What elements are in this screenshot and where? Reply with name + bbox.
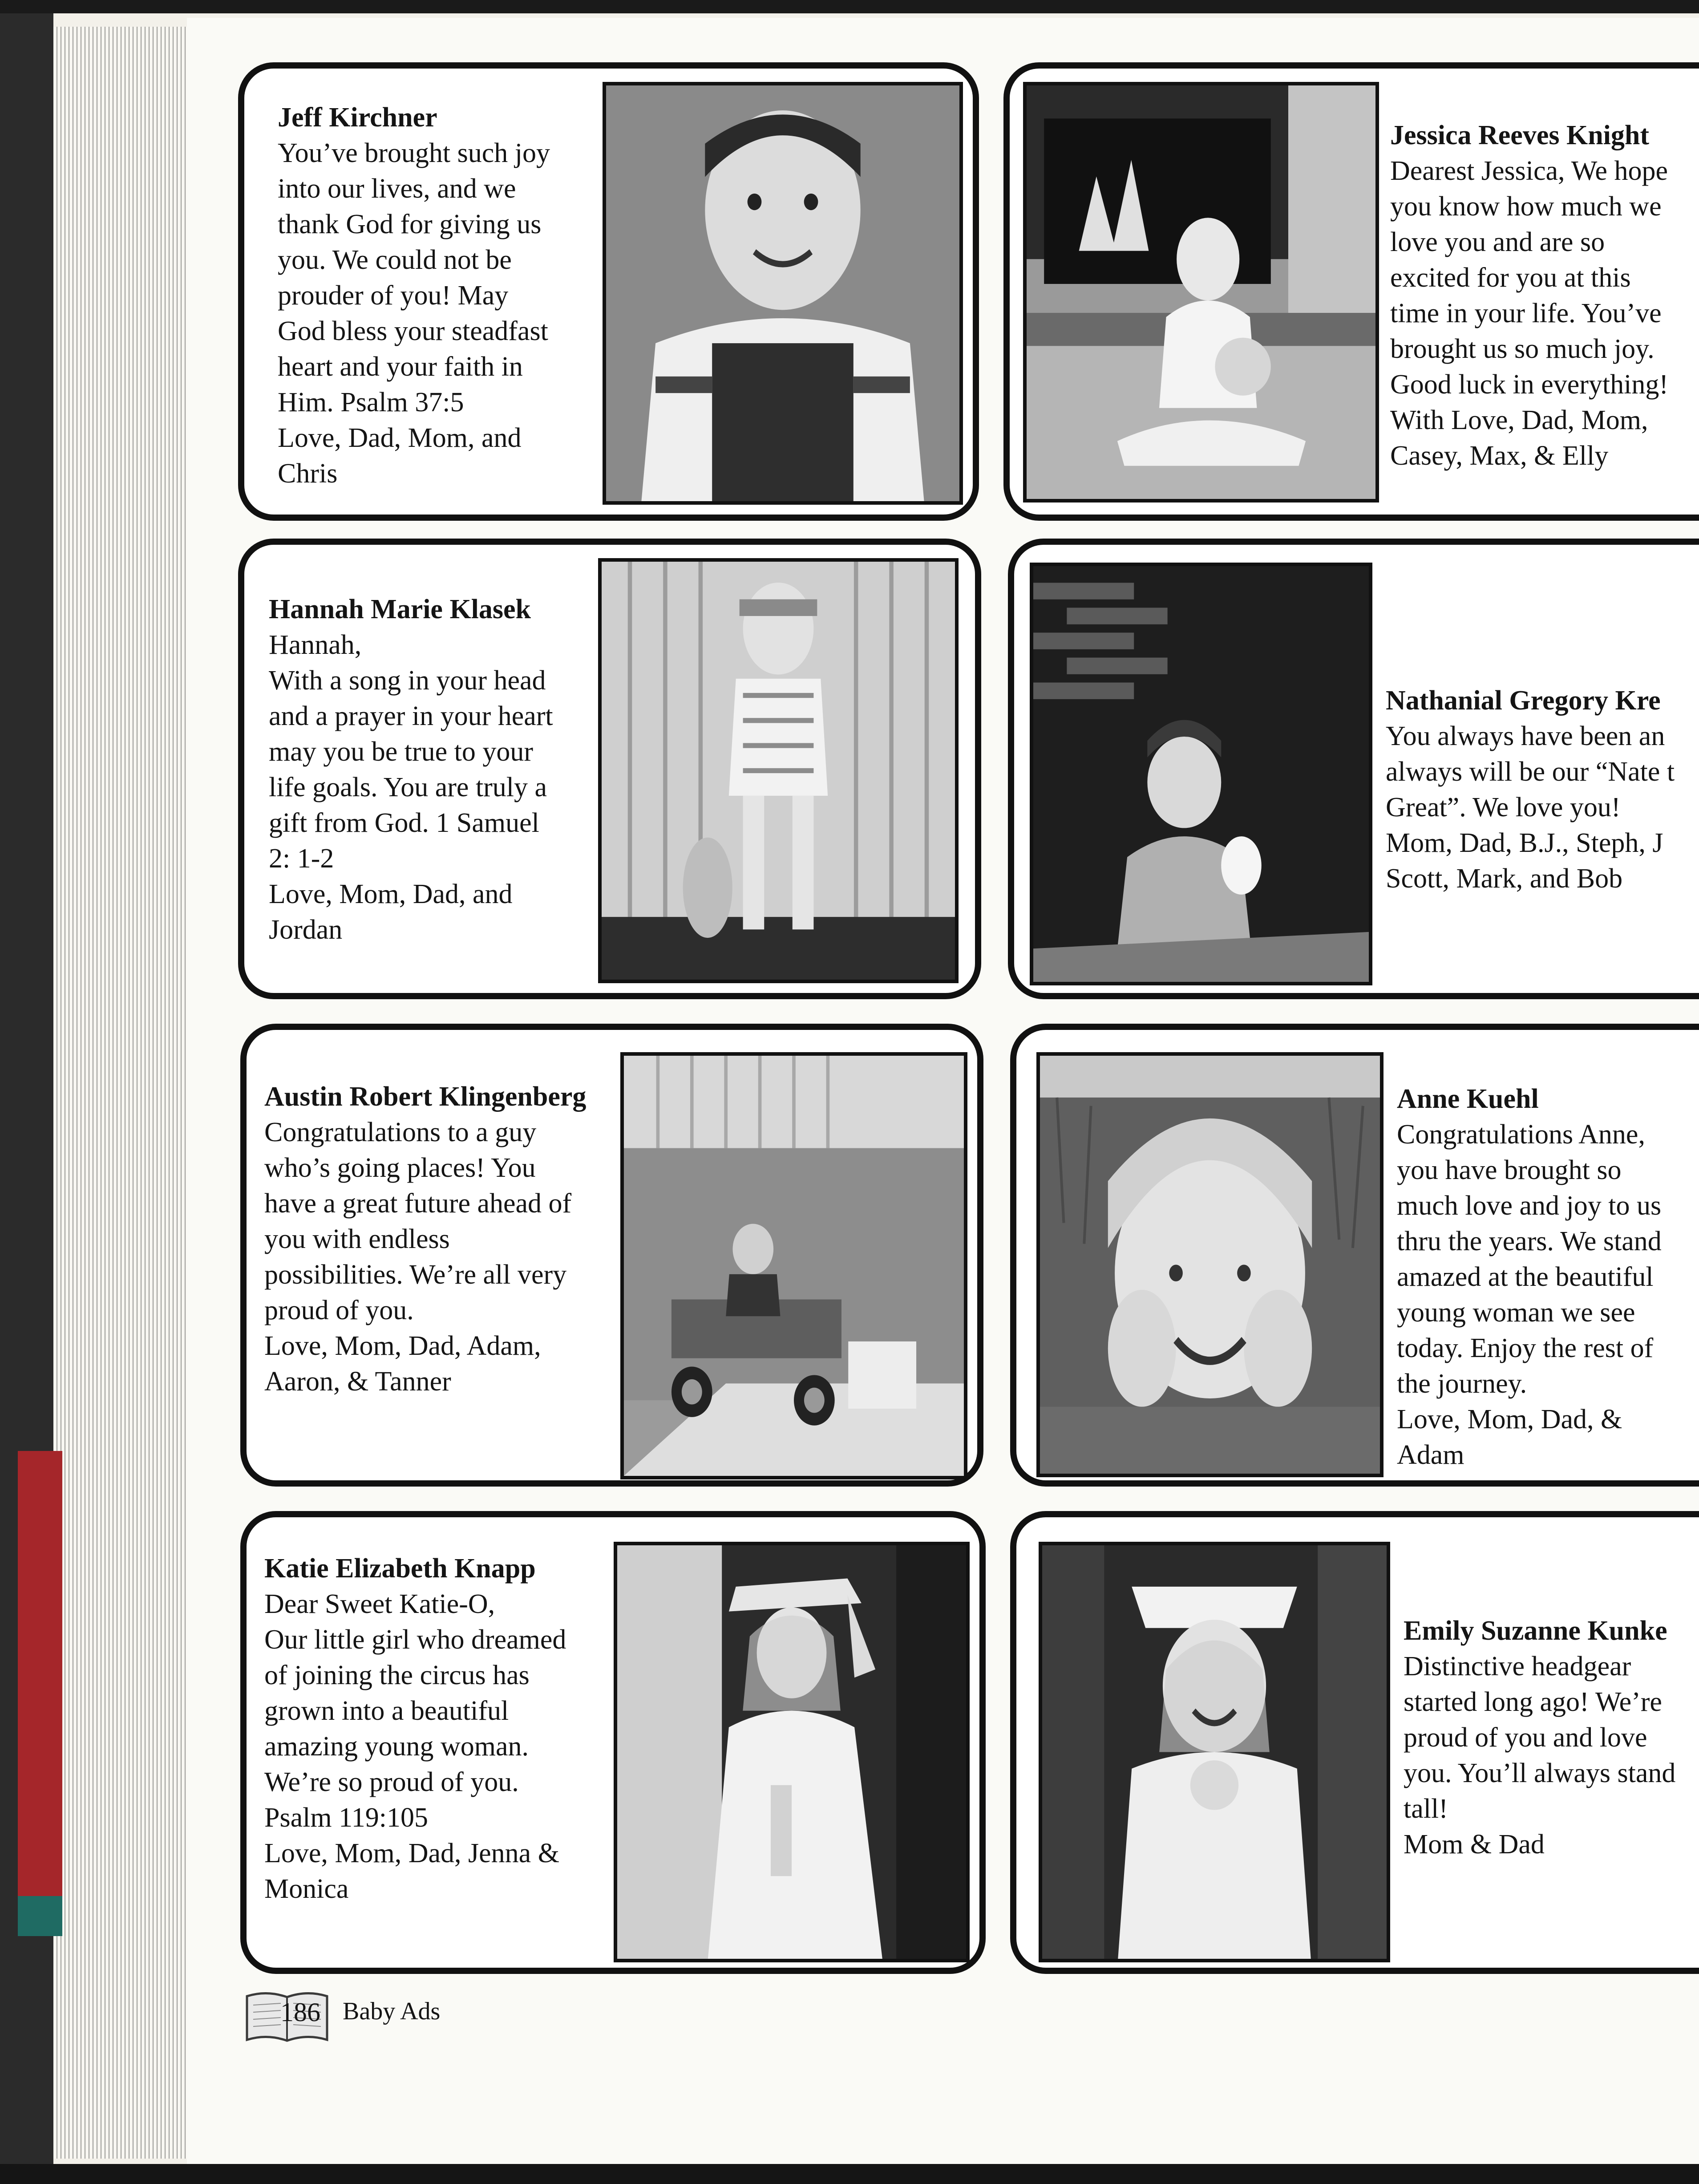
ad-nathanial-gregory [1008,539,1699,999]
ad-line: proud of you and love [1404,1722,1647,1753]
ad-name: Austin Robert Klingenberg [264,1082,587,1112]
ad-text [278,100,550,491]
photo-boy-overalls [603,82,963,505]
ad-text [1390,118,1668,474]
ad-line: amazed at the beautiful [1397,1262,1654,1292]
ad-line: brought us so much joy. [1390,334,1655,364]
ad-hannah-marie-klasek [238,539,981,999]
ad-text [269,592,553,948]
ad-line: you with endless [264,1224,450,1254]
ad-line: Congratulations Anne, [1397,1119,1645,1150]
ad-line: you have brought so [1397,1155,1622,1185]
ad-line: Psalm 119:105 [264,1803,429,1833]
ad-austin-robert-klingenberg [240,1024,983,1487]
ad-line: and a prayer in your heart [269,701,553,731]
photo-girl-grass [1036,1052,1383,1477]
photo-girl-curtains [598,558,959,983]
ad-line: into our lives, and we [278,174,516,204]
ad-line: God bless your steadfast [278,316,548,346]
ad-line: We’re so proud of you. [264,1767,519,1797]
ad-line: Hannah, [269,630,362,660]
ad-line: Great”. We love you! [1386,792,1621,823]
ad-line: Adam [1397,1440,1464,1470]
ad-name: Jeff Kirchner [278,102,437,133]
ad-line: possibilities. We’re all very [264,1260,567,1290]
ad-line: Scott, Mark, and Bob [1386,863,1623,894]
ad-line: life goals. You are truly a [269,772,547,802]
ad-line: Congratulations to a guy [264,1117,537,1147]
ad-line: much love and joy to us [1397,1191,1662,1221]
photo-toddler-bowl-hat [1039,1542,1390,1962]
ad-line: time in your life. You’ve [1390,298,1662,328]
page-edge-stack [53,27,187,2159]
ad-line: You always have been an [1386,721,1665,751]
ad-line: grown into a beautiful [264,1696,509,1726]
ad-name: Nathanial Gregory Kre [1386,685,1661,716]
ad-name: Jessica Reeves Knight [1390,120,1650,150]
ad-line: have a great future ahead of [264,1188,572,1219]
ad-line: Dear Sweet Katie-O, [264,1589,495,1619]
ad-line: young woman we see [1397,1297,1635,1328]
ad-line: excited for you at this [1390,263,1631,293]
ad-jeff-kirchner [238,62,979,521]
ad-line: today. Enjoy the rest of [1397,1333,1654,1363]
page-number: 186 [280,1998,320,2027]
ad-line: With Love, Dad, Mom, [1390,405,1648,435]
ad-line: who’s going places! You [264,1153,536,1183]
ad-name: Emily Suzanne Kunke [1404,1616,1667,1646]
ad-line: of joining the circus has [264,1660,530,1690]
ad-line: Love, Mom, Dad, Adam, [264,1331,541,1361]
ad-emily-suzanne [1010,1511,1699,1974]
ad-line: Distinctive headgear [1404,1651,1631,1682]
edge-red-tab [18,1451,62,1896]
ad-line: You’ve brought such joy [278,138,550,168]
ad-line: Aaron, & Tanner [264,1366,451,1397]
ad-line: gift from God. 1 Samuel [269,808,539,838]
ad-line: the journey. [1397,1369,1527,1399]
ad-katie-elizabeth-knapp [240,1511,986,1974]
ad-line: you. You’ll always stand [1404,1758,1676,1788]
section-title: Baby Ads [343,1998,441,2025]
ad-jessica-reeves-knight [1003,62,1699,521]
ad-line: prouder of you! May [278,280,509,311]
ad-line: With a song in your head [269,665,546,696]
ad-line: proud of you. [264,1295,414,1325]
ad-line: Casey, Max, & Elly [1390,441,1609,471]
photo-boy-wagon [620,1052,967,1479]
ad-line: heart and your faith in [278,352,523,382]
ad-line: Mom & Dad [1404,1829,1545,1860]
photo-girl-fireplace [1023,82,1379,502]
page-footer [243,1987,554,2045]
ad-line: you know how much we [1390,191,1662,222]
ad-line: Jordan [269,915,343,945]
ad-line: Love, Mom, Dad, and [269,879,513,909]
ad-line: Monica [264,1874,349,1904]
ad-line: Love, Dad, Mom, and [278,423,522,453]
photo-girl-graduation-gown [614,1542,970,1962]
ad-line: tall! [1404,1794,1448,1824]
ad-line: Him. Psalm 37:5 [278,387,464,417]
ad-text [1404,1613,1675,1862]
ad-line: Our little girl who dreamed [264,1625,566,1655]
ad-line: Dearest Jessica, We hope [1390,156,1668,186]
edge-teal-tab [18,1896,62,1936]
ad-line: thru the years. We stand [1397,1226,1662,1256]
ad-line: you. We could not be [278,245,512,275]
ad-text [264,1079,586,1399]
ad-line: Good luck in everything! [1390,369,1669,400]
scan-border-bottom [0,2164,1699,2184]
ad-line: 2: 1-2 [269,843,334,874]
ad-line: love you and are so [1390,227,1605,257]
ad-line: may you be true to your [269,737,534,767]
ad-name: Hannah Marie Klasek [269,594,531,624]
ad-line: always will be our “Nate t [1386,757,1675,787]
ad-name: Anne Kuehl [1397,1084,1539,1114]
ad-line: Love, Mom, Dad, Jenna & [264,1838,559,1868]
ad-line: Love, Mom, Dad, & [1397,1404,1622,1434]
ad-text [264,1551,566,1907]
ad-line: Chris [278,458,338,489]
ad-text [1386,683,1675,896]
scan-border-top [0,0,1699,13]
ad-anne-kuehl [1010,1024,1699,1487]
ad-text [1397,1081,1662,1473]
ad-name: Katie Elizabeth Knapp [264,1553,536,1584]
ad-line: amazing young woman. [264,1731,529,1762]
ad-line: Mom, Dad, B.J., Steph, J [1386,828,1663,858]
photo-toddler-ice-cream [1030,563,1372,985]
ad-line: thank God for giving us [278,209,542,239]
ad-line: started long ago! We’re [1404,1687,1662,1717]
